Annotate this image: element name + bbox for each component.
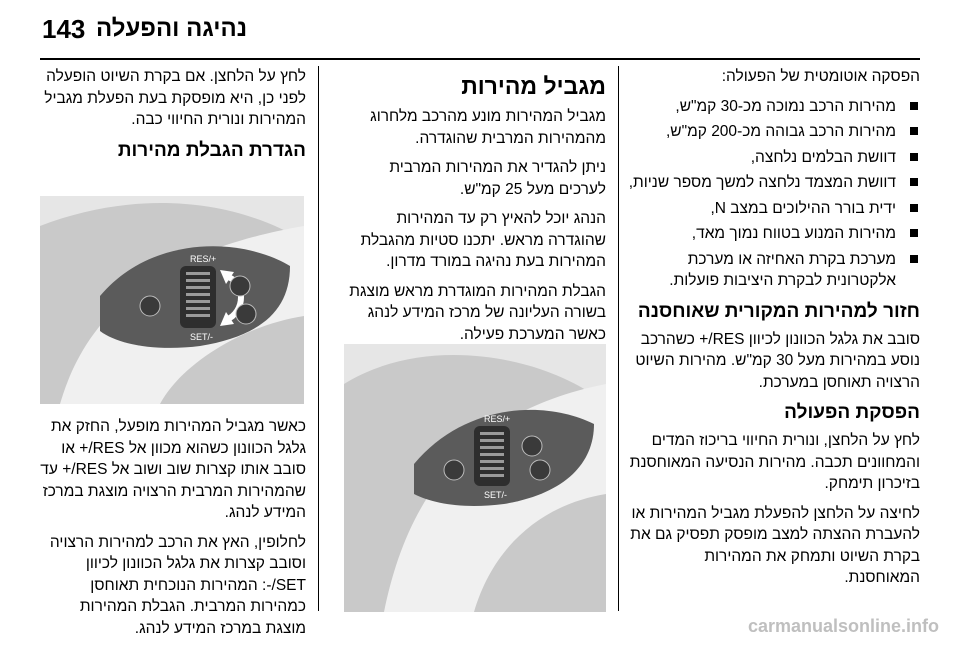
res-label: RES/+ (484, 414, 511, 424)
list-item: ידית בורר ההילוכים במצב N, (628, 198, 920, 220)
res-label: RES/+ (190, 254, 217, 264)
page-title: נהיגה והפעלה (96, 15, 248, 42)
paragraph-stop-2: לחיצה על הלחצן להפעלת מגביל המהירות או להעברת ההצתה למצב מופסק תפסיק גם את בקרת השיוט ותמחק את המהירות המאוחסנת. (630, 504, 920, 586)
column-middle (338, 66, 606, 387)
set-label: SET/- (484, 490, 508, 500)
column-right (628, 66, 920, 597)
list-item: מהירות הרכב גבוהה מכ-200 קמ"ש, (628, 121, 920, 143)
watermark: carmanualsonline.info (748, 616, 940, 636)
paragraph-stop-1: לחץ על הלחצן, ונורית החיווי בריכוז המדים והמחוונים תכבה. מהירות הנסיעה המאוחסנת בזיכרון תימחק. (629, 432, 920, 492)
list-item: דוושת הבלמים נלחצה, (628, 147, 920, 169)
set-label: SET/- (190, 332, 214, 342)
paragraph-resume: סובב את גלגל הכוונון לכיוון RES/+ כשהרכב נוסע במהירות מעל 30 קמ"ש. מהירות השיוט הרצויה תאוחסן במערכת. (635, 330, 920, 391)
list-item: מהירות המנוע בטווח נמוך מאד, (628, 223, 920, 245)
paragraph-set-1: כאשר מגביל המהירות מופעל, החזק את גלגל הכוונון כשהוא מכוון אל RES/+ או סובב אותו קצרות שוב ושוב אל RES/+ עד שהמהירות המרבית הרצויה מוצגת במרכז המידע לנהג. (40, 418, 306, 521)
section-heading-speed-limiter: מגביל מהירות (461, 73, 606, 99)
auto-stop-list (628, 96, 920, 292)
steering-wheel-figure-set (40, 196, 304, 404)
list-item: דוושת המצמד נלחצה למשך מספר שניות, (628, 172, 920, 194)
section-heading-stop: הפסקת הפעולה (784, 402, 920, 423)
paragraph-set-2: לחלופין, האץ את הרכב למהירות הרצויה וסובב קצרות את גלגל הכוונון לכיוון SET/-: המהירות הנוכחית תאוחסן כמהירות המרבית. הגבלת המהירות מוצגת במרכז המידע לנהג. (49, 533, 306, 637)
paragraph: הגבלת המהירות המוגדרת מראש מוצגת בשורה העליונה של מרכז המידע לנהג כאשר המערכת פעילה. (349, 282, 606, 343)
list-item: מהירות הרכב נמוכה מכ-30 קמ"ש, (628, 96, 920, 118)
header-rule (40, 58, 920, 60)
steering-wheel-illustration (344, 344, 606, 612)
section-heading-resume: חזור למהירות המקורית שאוחסנה (637, 300, 920, 322)
column-left-lower (40, 416, 306, 647)
auto-stop-intro: הפסקה אוטומטית של הפעולה: (721, 68, 920, 85)
paragraph: מגביל המהירות מונע מהרכב מלחרוג מהמהירות המרבית שהוגדרה. (370, 108, 606, 147)
list-item: מערכת בקרת האחיזה או מערכת אלקטרונית לבקרת היציבות פועלות. (628, 249, 920, 292)
column-divider (318, 66, 319, 611)
paragraph: ניתן להגדיר את המהירות המרבית לערכים מעל 25 קמ"ש. (389, 159, 606, 198)
paragraph: הנהג יוכל להאיץ רק עד המהירות שהוגדרה מראש. יתכנו סטיות מהגבלת המהירות בעת נהיגה במורד מדרון. (360, 210, 606, 270)
column-left (40, 66, 306, 168)
paragraph-activate: לחץ על הלחצן. אם בקרת השיוט הופעלה לפני כן, היא מופסקת בעת הפעלת מגביל המהירות ונורית החיווי כבה. (44, 68, 306, 128)
page-header (0, 0, 960, 58)
steering-wheel-figure-activation (344, 344, 606, 612)
page-number: 143 (42, 14, 86, 44)
steering-wheel-illustration (40, 196, 304, 404)
section-heading-set-limit: הגדרת הגבלת מהירות (117, 139, 306, 161)
column-divider (618, 66, 619, 611)
